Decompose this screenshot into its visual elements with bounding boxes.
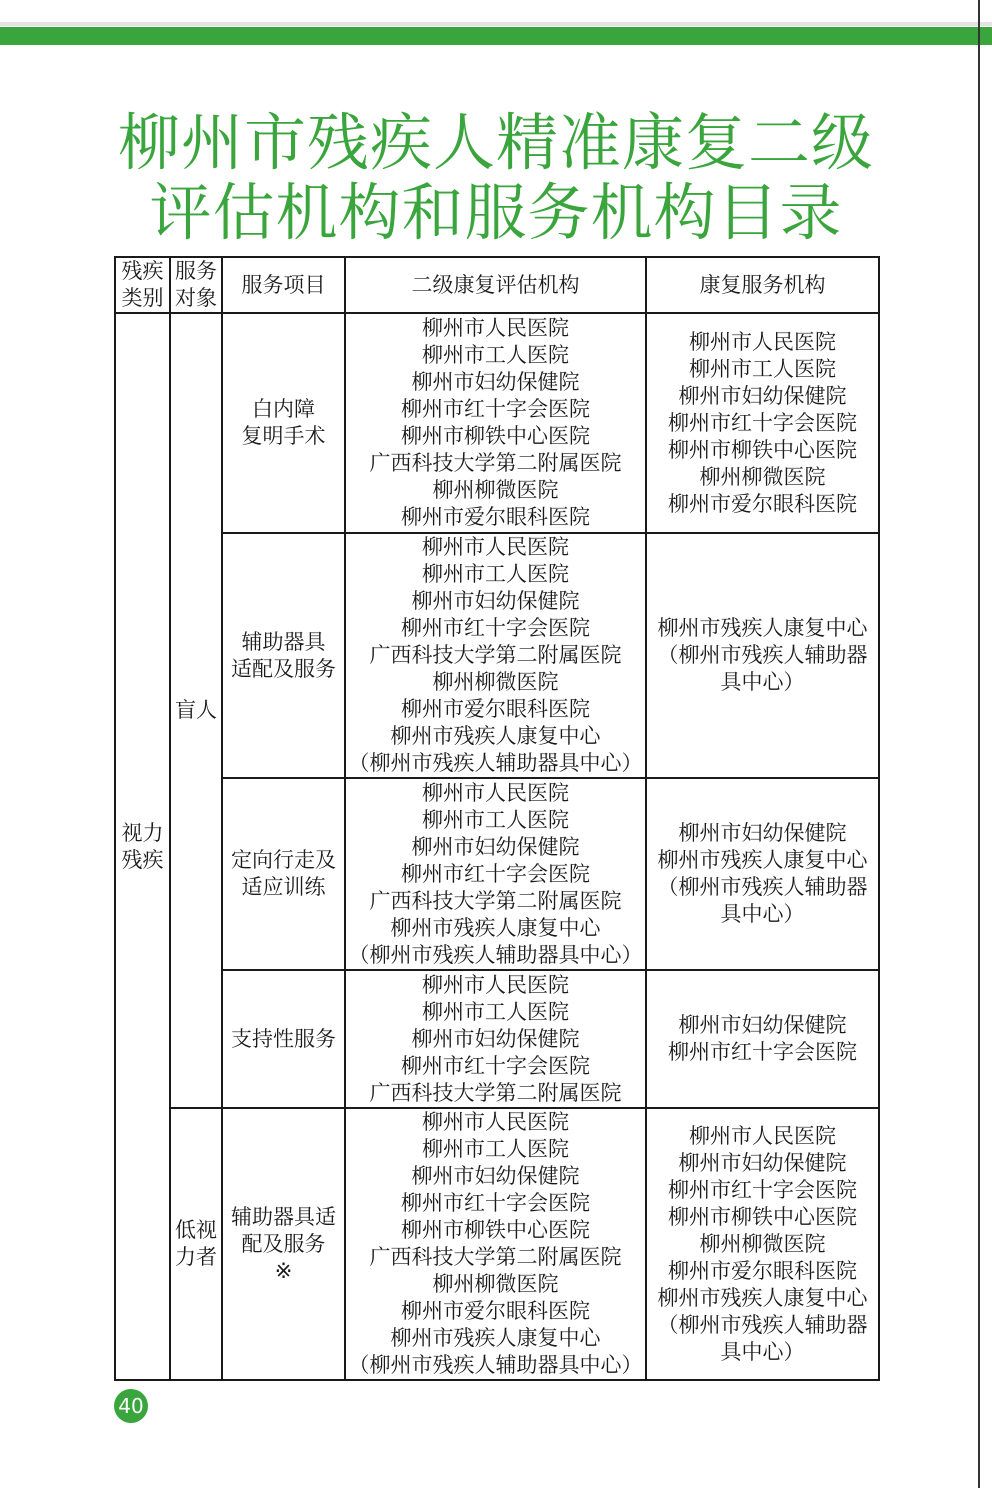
- header-line: 对象: [175, 286, 217, 310]
- service-item-cell: [222, 533, 345, 778]
- evaluation-institutions-cell-line: 柳州市人民医院: [422, 535, 569, 559]
- service-institutions-cell-line: 柳州市人民医院: [689, 1123, 836, 1148]
- institution-directory-table: [114, 256, 880, 1381]
- evaluation-institutions-cell-line: 柳州市红十字会医院: [401, 616, 590, 640]
- evaluation-institutions-cell-line: 柳州市红十字会医院: [401, 1053, 590, 1078]
- header-service-item: 服务项目: [222, 257, 345, 313]
- evaluation-institutions-cell-line: 柳州市妇幼保健院: [411, 834, 580, 859]
- service-item-cell: [222, 1108, 345, 1380]
- service-item-cell-line: 配及服务: [241, 1231, 326, 1256]
- service-institutions-cell-line: 柳州市残疾人康复中心: [657, 616, 868, 640]
- evaluation-institutions-cell-line: 柳州市妇幼保健院: [411, 589, 580, 613]
- service-institutions-cell-line: 柳州市红十字会医院: [668, 410, 857, 435]
- service-item-cell-line: 适配及服务: [231, 656, 336, 681]
- service-item-cell: [222, 313, 345, 533]
- service-institutions-cell-line: 柳州柳微医院: [699, 1231, 826, 1256]
- evaluation-institutions-cell: [345, 1108, 646, 1380]
- service-item-cell-line: 辅助器具: [241, 629, 326, 654]
- page-title-line-1: 柳州市残疾人精准康复二级: [117, 106, 874, 179]
- service-institutions-cell-line: （柳州市残疾人辅助器: [657, 1312, 868, 1337]
- service-institutions-cell-line: 柳州市残疾人康复中心: [657, 1285, 868, 1310]
- evaluation-institutions-cell-line: 柳州市人民医院: [422, 780, 569, 805]
- service-institutions-cell: [646, 533, 879, 778]
- evaluation-institutions-cell-line: 柳州市爱尔眼科医院: [401, 697, 590, 721]
- evaluation-institutions-cell-line: 柳州市残疾人康复中心: [390, 1326, 601, 1350]
- service-item-cell-line: 适应训练: [241, 875, 326, 899]
- evaluation-institutions-cell-line: 柳州市工人医院: [422, 343, 569, 367]
- service-institutions-cell-line: 柳州市残疾人康复中心: [657, 848, 868, 872]
- service-item-cell-line: 辅助器具适: [231, 1204, 336, 1229]
- evaluation-institutions-cell-line: （柳州市残疾人辅助器具中心）: [348, 942, 643, 967]
- evaluation-institutions-cell-line: 柳州市人民医院: [422, 316, 569, 340]
- service-institutions-cell: [646, 1108, 879, 1380]
- evaluation-institutions-cell-line: 柳州市妇幼保健院: [411, 370, 580, 394]
- service-target-cell-line: 低视: [175, 1218, 217, 1242]
- service-institutions-cell-line: 柳州市红十字会医院: [668, 1040, 857, 1064]
- service-institutions-cell-line: 柳州市爱尔眼科医院: [668, 1258, 857, 1283]
- service-target-cell: [170, 313, 222, 1108]
- disability-category-cell-line: 残疾: [121, 847, 164, 872]
- evaluation-institutions-cell-line: 柳州市工人医院: [422, 562, 569, 586]
- service-institutions-cell-line: 柳州市妇幼保健院: [678, 1150, 847, 1175]
- service-institutions-cell-line: 具中心）: [720, 902, 805, 926]
- evaluation-institutions-cell-line: （柳州市残疾人辅助器具中心）: [348, 1353, 643, 1377]
- evaluation-institutions-cell-line: 柳州市工人医院: [422, 1137, 569, 1161]
- service-item-cell-line: 支持性服务: [231, 1026, 336, 1051]
- table-body: [115, 313, 879, 1380]
- evaluation-institutions-cell-line: 柳州市红十字会医院: [401, 861, 590, 886]
- table-row: [115, 778, 879, 970]
- service-institutions-cell-line: （柳州市残疾人辅助器: [657, 875, 868, 899]
- service-institutions-cell-line: 柳州市爱尔眼科医院: [668, 491, 857, 516]
- evaluation-institutions-cell-line: 广西科技大学第二附属医院: [369, 888, 622, 913]
- table-row: [115, 533, 879, 778]
- top-gray-rule: [0, 22, 992, 26]
- service-target-cell-line: 盲人: [175, 698, 217, 722]
- evaluation-institutions-cell-line: 柳州市柳铁中心医院: [401, 1218, 590, 1242]
- service-item-cell-line: 复明手术: [241, 424, 326, 448]
- service-item-cell-line: ※: [274, 1258, 293, 1283]
- header-service-institutions: 康复服务机构: [646, 257, 879, 313]
- page-title-line-2: 评估机构和服务机构目录: [149, 176, 843, 249]
- evaluation-institutions-cell-line: 柳州柳微医院: [432, 1272, 559, 1296]
- evaluation-institutions-cell-line: 柳州市爱尔眼科医院: [401, 1299, 590, 1323]
- service-item-cell: [222, 970, 345, 1108]
- service-institutions-cell-line: 具中心）: [720, 1339, 805, 1364]
- evaluation-institutions-cell-line: （柳州市残疾人辅助器具中心）: [348, 751, 643, 775]
- evaluation-institutions-cell-line: 柳州市人民医院: [422, 972, 569, 997]
- header-line: 类别: [121, 286, 164, 310]
- evaluation-institutions-cell-line: 广西科技大学第二附属医院: [369, 643, 622, 667]
- service-institutions-cell: [646, 970, 879, 1108]
- service-institutions-cell-line: 柳州市工人医院: [689, 356, 836, 381]
- evaluation-institutions-cell-line: 广西科技大学第二附属医院: [369, 1080, 622, 1105]
- evaluation-institutions-cell-line: 柳州市残疾人康复中心: [390, 724, 601, 748]
- disability-category-cell-line: 视力: [121, 820, 164, 845]
- service-institutions-cell-line: 柳州市柳铁中心医院: [668, 1204, 857, 1229]
- evaluation-institutions-cell-line: 柳州柳微医院: [432, 478, 559, 502]
- evaluation-institutions-cell-line: 柳州市残疾人康复中心: [390, 915, 601, 940]
- table-row: [115, 1108, 879, 1380]
- service-institutions-cell: [646, 313, 879, 533]
- header-disability-category: [115, 257, 170, 313]
- service-item-cell-line: 白内障: [252, 397, 315, 421]
- evaluation-institutions-cell: [345, 778, 646, 970]
- evaluation-institutions-cell-line: 柳州市红十字会医院: [401, 397, 590, 421]
- evaluation-institutions-cell: [345, 533, 646, 778]
- service-target-cell: [170, 1108, 222, 1380]
- evaluation-institutions-cell-line: 柳州市工人医院: [422, 999, 569, 1024]
- service-item-cell: [222, 778, 345, 970]
- evaluation-institutions-cell-line: 柳州市妇幼保健院: [411, 1164, 580, 1188]
- service-institutions-cell-line: 具中心）: [720, 670, 805, 694]
- page-number-badge: 40: [114, 1389, 148, 1423]
- evaluation-institutions-cell: [345, 970, 646, 1108]
- top-green-bar: [0, 27, 992, 45]
- table-header-row: [115, 257, 879, 313]
- evaluation-institutions-cell-line: 柳州市人民医院: [422, 1110, 569, 1134]
- evaluation-institutions-cell-line: 柳州市妇幼保健院: [411, 1026, 580, 1051]
- header-evaluation-institutions: 二级康复评估机构: [345, 257, 646, 313]
- evaluation-institutions-cell: [345, 313, 646, 533]
- evaluation-institutions-cell-line: 广西科技大学第二附属医院: [369, 451, 622, 475]
- service-institutions-cell-line: 柳州市人民医院: [689, 329, 836, 354]
- header-service-target: [170, 257, 222, 313]
- disability-category-cell: [115, 313, 170, 1380]
- table-row: [115, 970, 879, 1108]
- service-institutions-cell-line: 柳州市妇幼保健院: [678, 1013, 847, 1037]
- service-institutions-cell-line: 柳州市柳铁中心医院: [668, 437, 857, 462]
- table-row: [115, 313, 879, 533]
- header-line: 残疾: [121, 259, 164, 283]
- service-institutions-cell-line: 柳州市妇幼保健院: [678, 383, 847, 408]
- page-title: [0, 108, 992, 248]
- service-institutions-cell-line: 柳州柳微医院: [699, 464, 826, 489]
- service-institutions-cell-line: 柳州市妇幼保健院: [678, 821, 847, 845]
- header-line: 服务: [175, 259, 217, 283]
- evaluation-institutions-cell-line: 柳州市红十字会医院: [401, 1191, 590, 1215]
- service-institutions-cell: [646, 778, 879, 970]
- evaluation-institutions-cell-line: 柳州市工人医院: [422, 807, 569, 832]
- service-target-cell-line: 力者: [175, 1245, 217, 1269]
- service-item-cell-line: 定向行走及: [231, 848, 336, 872]
- evaluation-institutions-cell-line: 柳州柳微医院: [432, 670, 559, 694]
- evaluation-institutions-cell-line: 柳州市柳铁中心医院: [401, 424, 590, 448]
- service-institutions-cell-line: 柳州市红十字会医院: [668, 1177, 857, 1202]
- service-institutions-cell-line: （柳州市残疾人辅助器: [657, 643, 868, 667]
- evaluation-institutions-cell-line: 柳州市爱尔眼科医院: [401, 505, 590, 529]
- evaluation-institutions-cell-line: 广西科技大学第二附属医院: [369, 1245, 622, 1269]
